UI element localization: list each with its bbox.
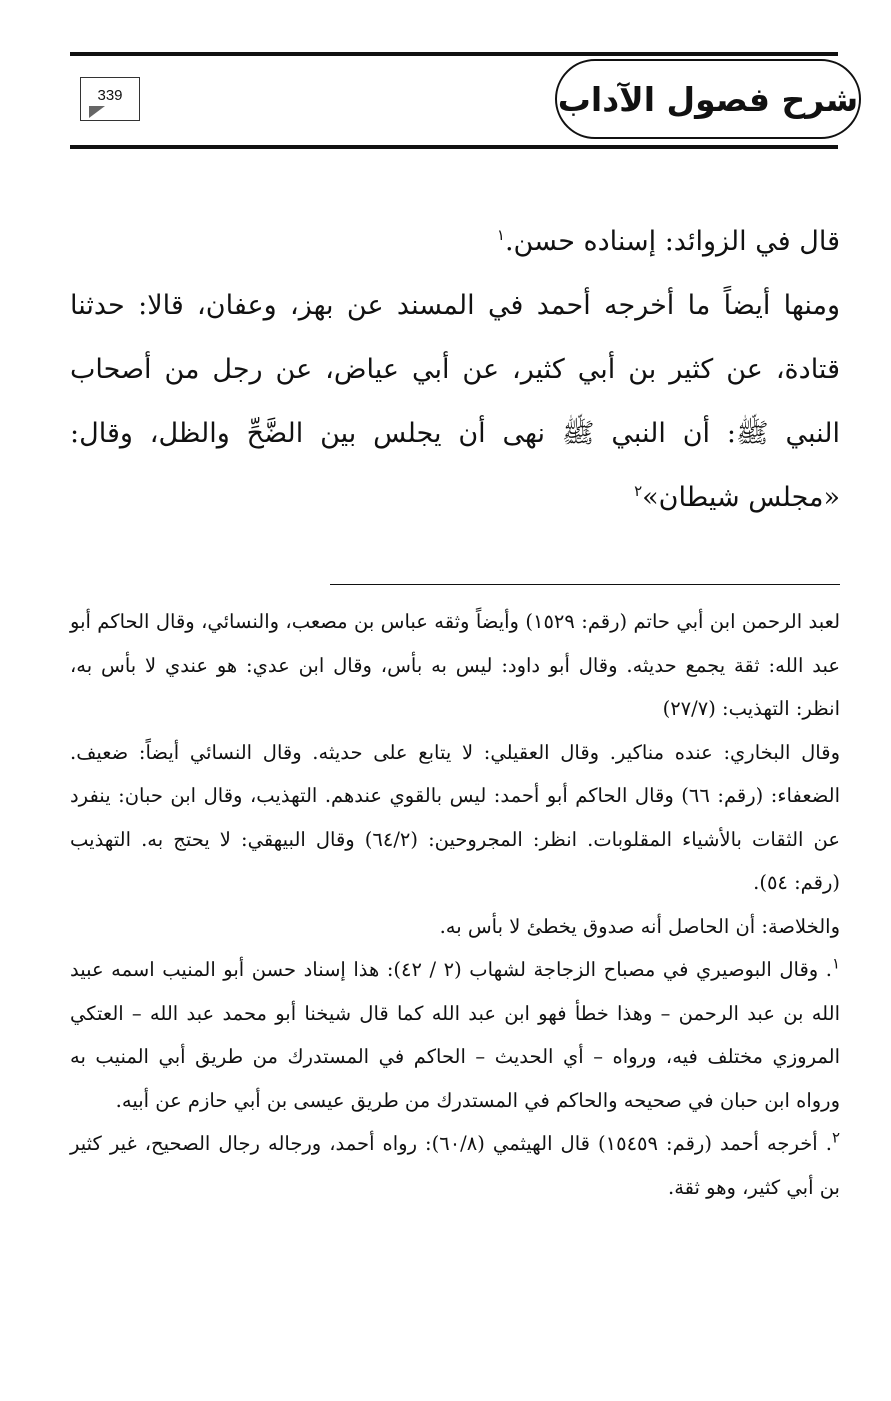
main-paragraph: [70, 274, 840, 530]
main-paragraph-text: ومنها أيضاً ما أخرجه أحمد في المسند عن بهز، وعفان، قالا: حدثنا قتادة، عن كثير بن أبي كثير، عن أبي عياض، عن رجل من أصحاب النبي ﷺ: أن النبي ﷺ نهى أن يجلس بين الضَّحِّ والظل، وقال: «مجلس شيطان»: [70, 290, 840, 513]
footnote-1-text: . وقال البوصيري في مصباح الزجاجة لشهاب (٢ / ٤٢): هذا إسناد حسن أبو المنيب اسمه عبيد الله بن عبد الرحمن – وهذا خطأ فهو ابن عبد الله كما قال شيخنا أبو محمد عبد الله – العتكي المروزي مختلف فيه، ورواه – أي الحديث – الحاكم في المستدرك من طريق أبي المنيب به ورواه ابن حبان في صحيحه والحاكم في المستدرك من طريق عيسى بن أبي حازم عن أبيه.: [70, 958, 840, 1112]
footnote-2: [70, 1122, 840, 1209]
header-title: شرح فصول الآداب: [557, 79, 859, 119]
header-top-rule: [70, 52, 838, 56]
footnote-separator: [330, 584, 840, 585]
footnote-conclusion: والخلاصة: أن الحاصل أنه صدوق يخطئ لا بأس به.: [439, 914, 840, 938]
footnote-continuation-1: لعبد الرحمن ابن أبي حاتم (رقم: ١٥٢٩) وأيضاً وثقه عباس بن مصعب، والنسائي، وقال الحاكم أبو عبد الله: ثقة يجمع حديثه. وقال أبو داود: ليس به بأس، وقال ابن عدي: هو عندي لا بأس به، انظر: التهذيب: (٢٧/٧): [70, 610, 841, 720]
page-corner-fold-icon: [89, 106, 105, 118]
footnote-ref-1: ١: [496, 226, 505, 244]
header-title-frame: [555, 59, 861, 139]
footnote-continuation-2: وقال البخاري: عنده مناكير. وقال العقيلي: لا يتابع على حديثه. وقال النسائي أيضاً: ضعيف. الضعفاء: (رقم: ٦٦) وقال الحاكم أبو أحمد: ليس بالقوي عندهم. التهذيب، وقال ابن حبان: ينفرد عن الثقات بالأشياء المقلوبات. انظر: المجروحين: (٦٤/٢) وقال البيهقي: لا يحتج به. التهذيب (رقم: ٥٤).: [70, 740, 840, 894]
page-number-box: [80, 77, 140, 121]
footnotes: [70, 600, 840, 1209]
main-text: [70, 210, 840, 530]
footnote-1-marker: ١: [831, 954, 841, 973]
footnote-1: [70, 948, 840, 1122]
footnote-ref-2: ٢: [634, 482, 643, 500]
page-number: 339: [97, 87, 123, 104]
header-bottom-rule: [70, 145, 838, 149]
footnote-2-text: . أخرجه أحمد (رقم: ١٥٤٥٩) قال الهيثمي (٦٠/٨): رواه أحمد، ورجاله رجال الصحيح، غير كثير بن أبي كثير، وهو ثقة.: [70, 1132, 840, 1199]
footnote-2-marker: ٢: [831, 1128, 841, 1147]
main-line-1: [70, 210, 840, 274]
main-line-1-text: قال في الزوائد: إسناده حسن.: [504, 226, 840, 257]
